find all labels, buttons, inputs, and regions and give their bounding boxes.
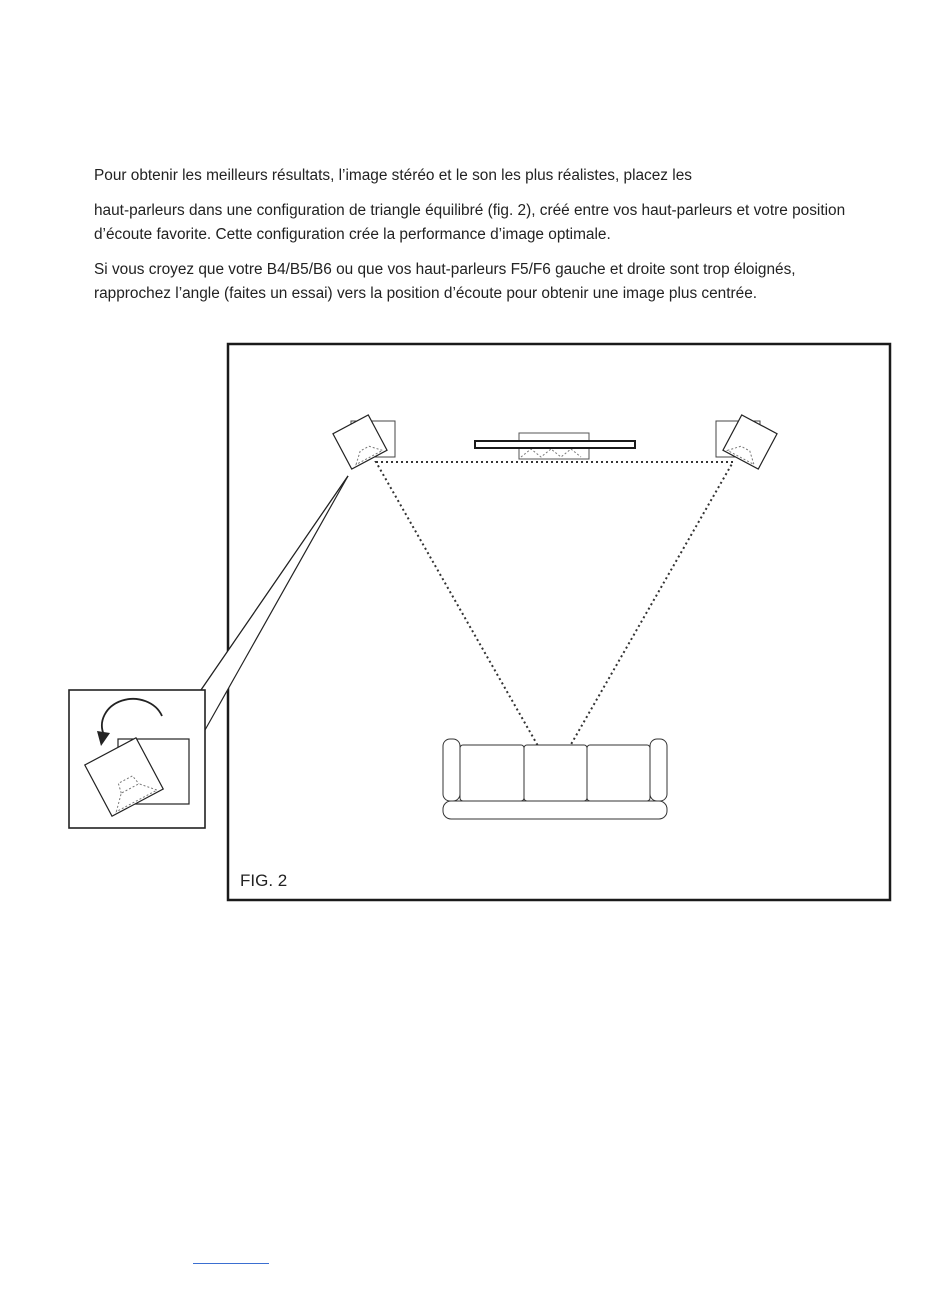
figure-label: FIG. 2: [240, 871, 288, 890]
paragraph-triangle: haut-parleurs dans une configuration de triangle équilibré (fig. 2), créé entre vos haut-parleurs et votre position d’écoute favorite. Cette configuration crée la performance d’image optimale.: [94, 202, 846, 243]
footer-link-underline[interactable]: [193, 1263, 269, 1264]
speaker-placement-figure: [0, 300, 928, 920]
zoom-callout: [69, 690, 205, 828]
paragraph-angle: Si vous croyez que votre B4/B5/B6 ou que vos haut-parleurs F5/F6 gauche et droite sont trop éloignés, rapprochez l’angle (faites un essai) vers la position d’écoute pour obtenir une image plus centrée.: [94, 261, 796, 302]
paragraph-intro: Pour obtenir les meilleurs résultats, l’image stéréo et le son les plus réalistes, placez les: [94, 167, 692, 184]
sofa: [443, 739, 667, 819]
